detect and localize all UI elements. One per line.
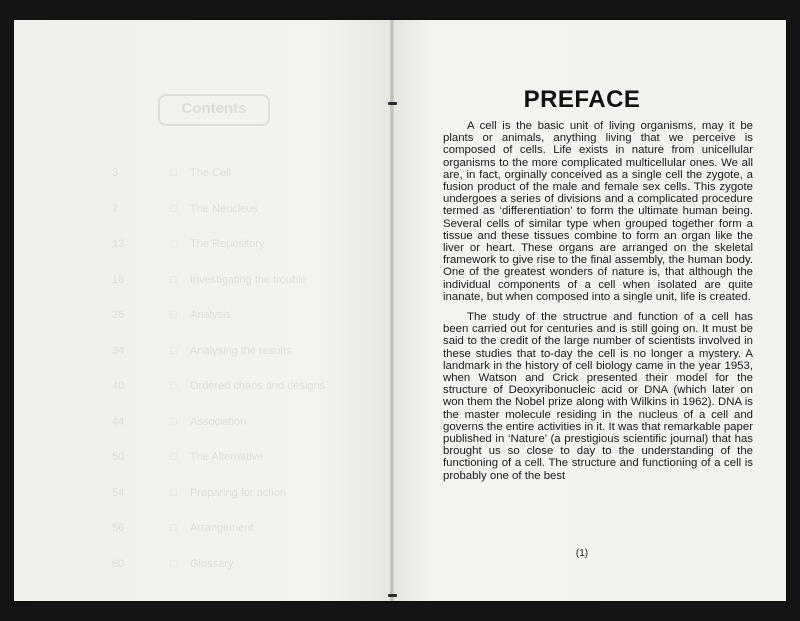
toc-bullet-icon: □ — [170, 380, 177, 392]
toc-label: Investigating the trouble — [190, 273, 307, 286]
toc-row — [112, 273, 340, 288]
toc-label: Arrangement — [190, 522, 254, 534]
preface-paragraph: The study of the structrue and function of a cell has been carried out for centuries and is still going on. It must be said to the credit of the large number of scientists involved in these studies that to-day the cell is no longer a mystery. A landmark in the history of cell biology came in the year 1953, when Watson and Crick presented their model for the structure of Deoxyribonucleic acid or DNA (which later on won them the Nobel prize along with Wilkins in 1962). DNA is the master molecule residing in the nucleus of a cell and governs the entire activities in it. It was that remarkable paper published in ‘Nature’ (a prestigious scientific journal) that has brought us so close to day to the understanding of the functioning of a cell. The structure and functioning of a cell is probably one of the best — [443, 311, 753, 482]
preface-paragraph: A cell is the basic unit of living organisms, may it be plants or animals, anything living that we perceive is composed of cells. Life exists in nature from unicellular organisms to the more complicated multicellular ones. We all are, in fact, orginally conceived as a single cell the zygote, a fusion product of the male and female sex cells. This zygote undergoes a series of divisions and a complicated procedure termed as ‘differentiation’ to form the ultimate human being. Several cells of similar type when grouped together form a tissue and these tissues combine to form an organ like the liver or heart. These organs are arranged on the skeletal framework to give rise to the final assembly, the human body. One of the greatest wonders of nature is, that although the individual components of a cell when isolated are quite inanate, but when composed into a single unit, life is created. — [443, 120, 753, 303]
toc-bullet-icon: □ — [170, 451, 177, 463]
toc-bullet-icon: □ — [170, 486, 177, 499]
toc-page: 40 — [112, 380, 125, 392]
toc-row — [112, 309, 340, 323]
toc-row — [112, 522, 340, 536]
toc-bullet-icon: □ — [170, 344, 177, 357]
toc-label: Analysing the results — [190, 344, 292, 357]
staple-bottom — [388, 594, 397, 597]
preface-body — [443, 120, 753, 490]
toc-row — [112, 415, 340, 430]
toc-page: 54 — [112, 486, 125, 499]
toc-label: Preparing for action — [190, 486, 286, 499]
toc-page: 50 — [112, 451, 125, 463]
toc-bullet-icon: □ — [170, 415, 177, 428]
toc-bullet-icon: □ — [170, 238, 177, 250]
toc-page: 18 — [112, 273, 125, 286]
toc-page: 60 — [112, 557, 125, 570]
toc-page: 13 — [112, 238, 125, 250]
toc-label: The Repository — [190, 238, 265, 250]
toc-row — [112, 557, 340, 572]
toc-bullet-icon: □ — [170, 557, 177, 570]
toc-row — [112, 167, 340, 181]
toc-page: 26 — [112, 309, 125, 321]
toc-label: The Neucleus — [190, 202, 258, 215]
toc-row — [112, 451, 340, 465]
page-title: PREFACE — [523, 86, 641, 113]
toc-label: The Alternative — [190, 451, 264, 463]
staple-top — [388, 102, 397, 105]
toc-label: Glossary — [190, 557, 234, 570]
toc-bullet-icon: □ — [170, 522, 177, 534]
toc-bullet-icon: □ — [170, 167, 177, 179]
toc-row — [112, 202, 340, 217]
toc-page: 7 — [112, 202, 119, 215]
page-number: (1) — [575, 548, 589, 559]
toc-bullet-icon: □ — [170, 273, 177, 286]
booklet-spine — [390, 20, 394, 601]
toc-bullet-icon: □ — [170, 202, 177, 215]
toc-page: 34 — [112, 344, 125, 357]
toc-row — [112, 380, 340, 394]
toc-page: 44 — [112, 415, 125, 428]
toc-page: 3 — [112, 167, 119, 179]
toc-label: The Cell — [190, 167, 231, 179]
toc-row — [112, 344, 340, 359]
toc-bullet-icon: □ — [170, 309, 177, 321]
toc-row — [112, 238, 340, 252]
toc-label: Association — [190, 415, 247, 428]
toc-label: Ordered chaos and designs — [190, 380, 326, 392]
ghost-heading: Contents — [181, 100, 247, 117]
toc-page: 56 — [112, 522, 125, 534]
toc-label: Analysis — [190, 309, 231, 321]
toc-row — [112, 486, 340, 501]
